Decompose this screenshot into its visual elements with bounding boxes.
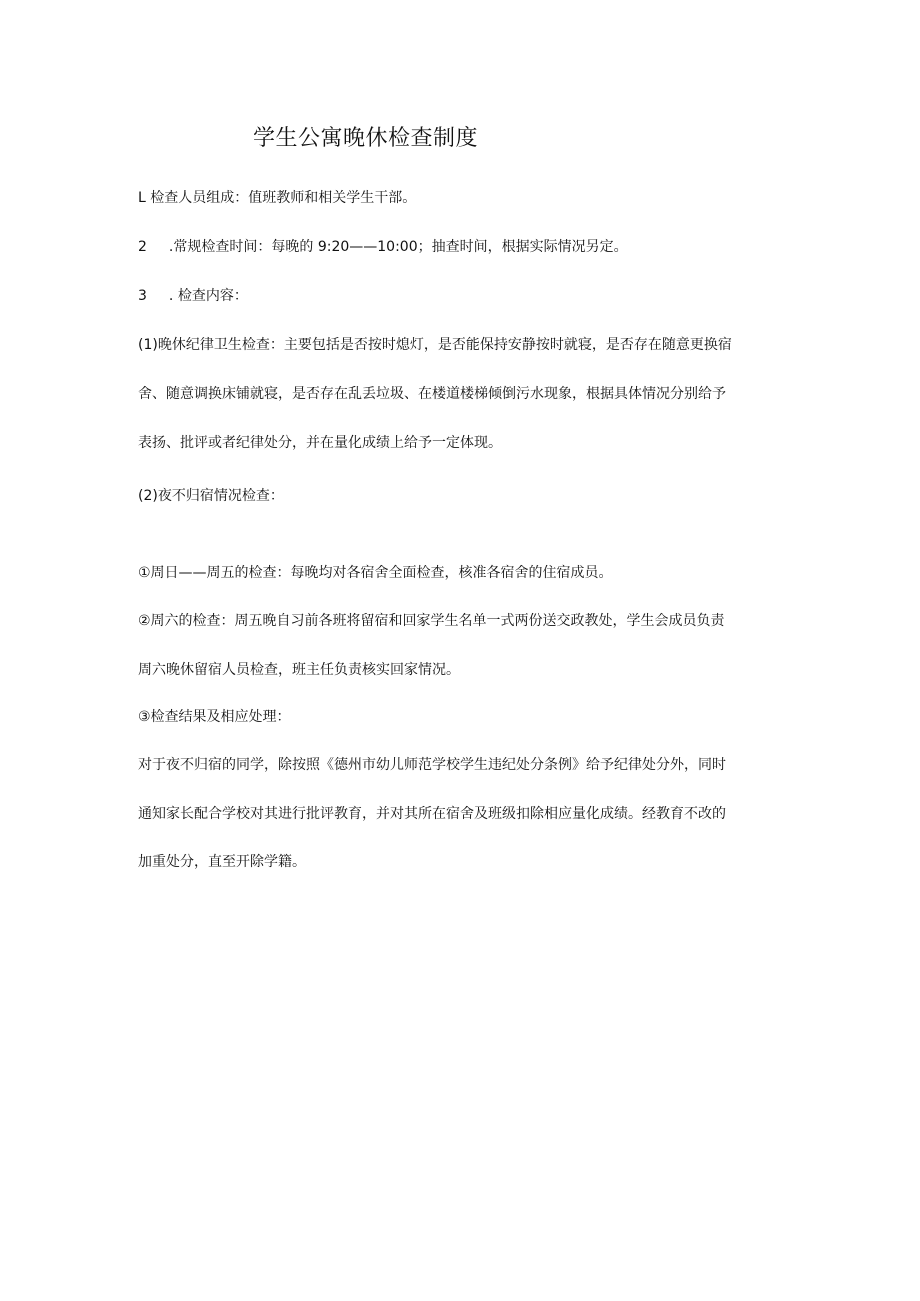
result-line-2: 通知家长配合学校对其进行批评教育，并对其所在宿舍及班级扣除相应量化成绩。经教育不改的: [138, 806, 726, 822]
item-2-check-time: [138, 237, 628, 257]
section-1-line-3: 表扬、批评或者纪律处分，并在量化成绩上给予一定体现。: [138, 435, 502, 451]
item-3-check-content: [138, 286, 248, 306]
item-2-text: .常规检查时间：每晚的 9:20——10:00；抽查时间，根据实际情况另定。: [168, 239, 628, 255]
document-title: 学生公寓晚休检查制度: [253, 126, 479, 151]
section-2-point-2-line-1: ②周六的检查：周五晚自习前各班将留宿和回家学生名单一式两份送交政教处，学生会成员负责: [138, 613, 725, 629]
result-line-1: 对于夜不归宿的同学，除按照《德州市幼儿师范学校学生违纪处分条例》给予纪律处分外，同时: [138, 757, 726, 773]
item-3-number: 3: [138, 288, 147, 304]
item-1-personnel: L 检查人员组成：值班教师和相关学生干部。: [138, 190, 417, 206]
section-2-point-3: ③检查结果及相应处理：: [138, 709, 291, 725]
section-1-line-1: (1)晚休纪律卫生检查：主要包括是否按时熄灯，是否能保持安静按时就寝，是否存在随意更换宿: [138, 337, 732, 353]
section-1-line-2: 舍、随意调换床铺就寝，是否存在乱丢垃圾、在楼道楼梯倾倒污水现象，根据具体情况分别给予: [138, 386, 726, 402]
item-3-text: . 检查内容：: [168, 288, 248, 304]
section-2-heading: (2)夜不归宿情况检查：: [138, 488, 284, 504]
section-2-point-1: ①周日——周五的检查：每晚均对各宿舍全面检查，核准各宿舍的住宿成员。: [138, 565, 613, 581]
section-2-point-2-line-2: 周六晚休留宿人员检查，班主任负责核实回家情况。: [138, 662, 460, 678]
item-2-number: 2: [138, 239, 147, 255]
result-line-3: 加重处分，直至开除学籍。: [138, 854, 306, 870]
